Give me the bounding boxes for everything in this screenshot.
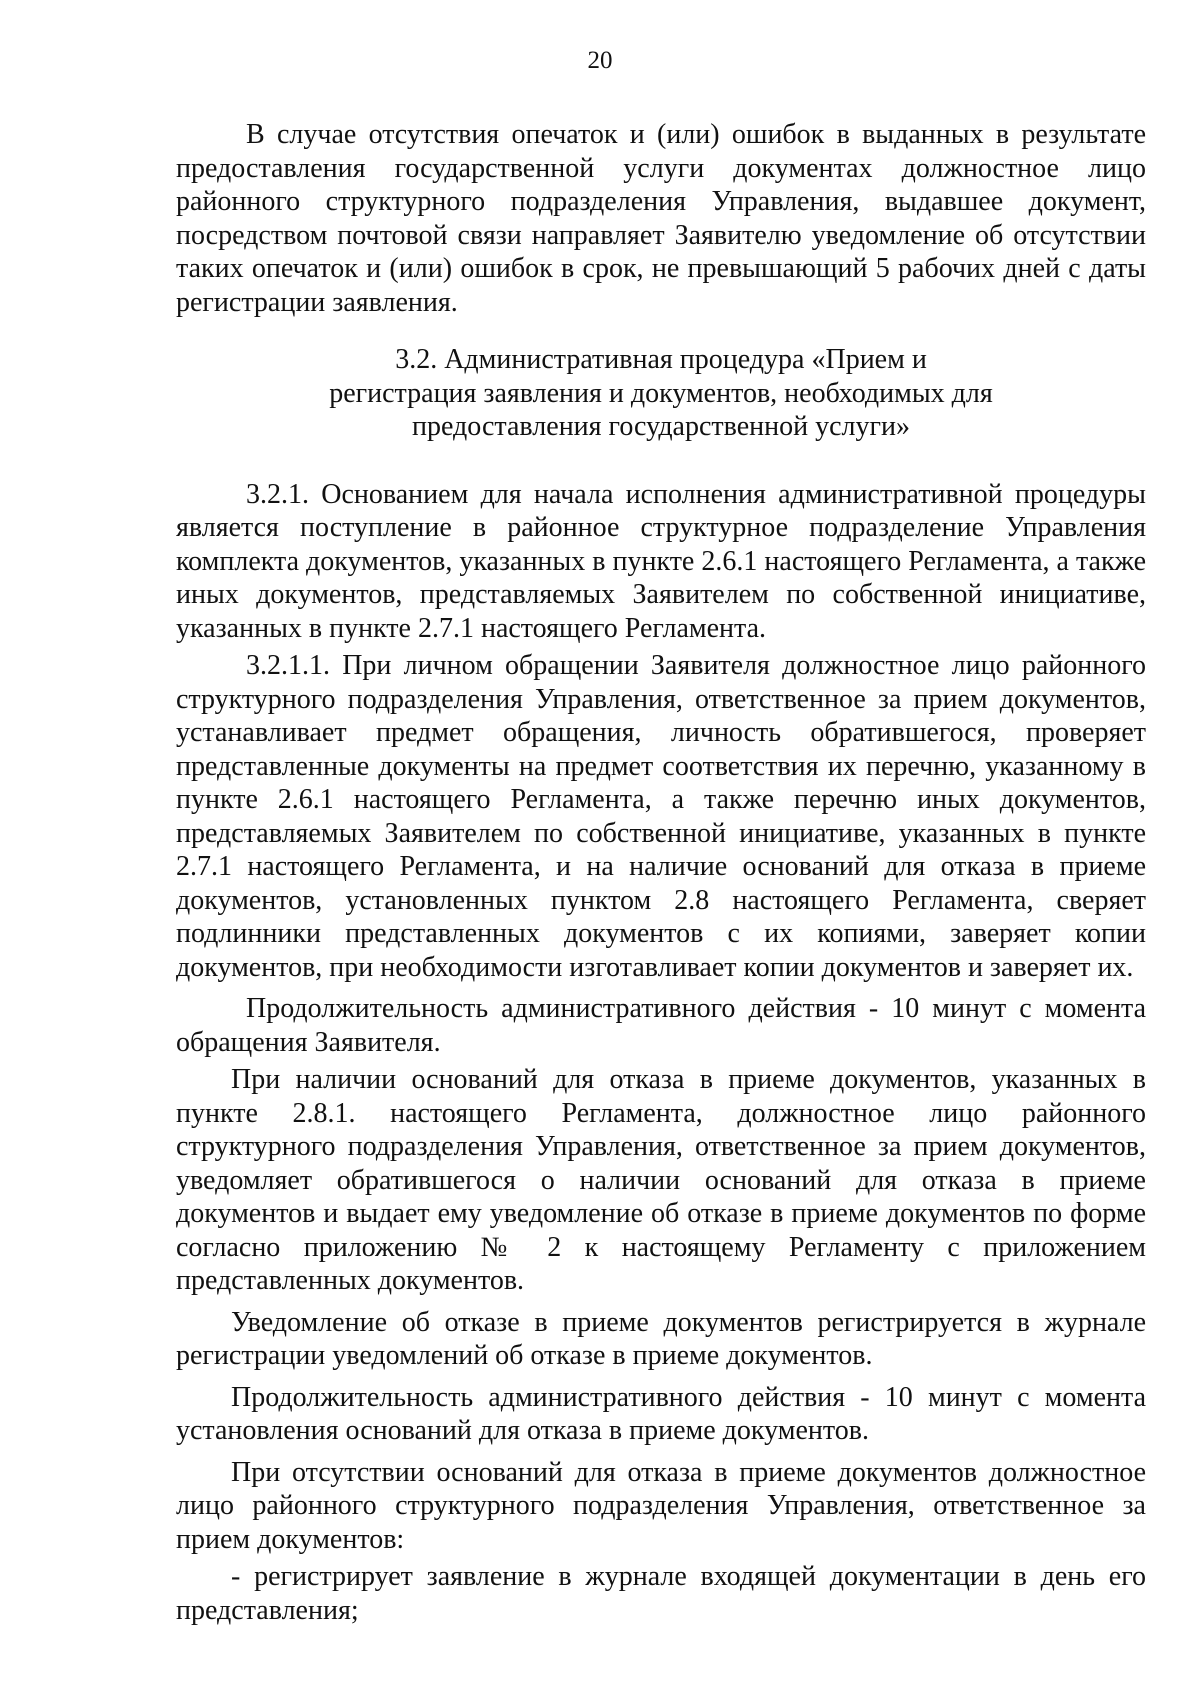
list-item-register: - регистрирует заявление в журнале входящей документации в день его представления; — [176, 1561, 1146, 1626]
document-body — [176, 118, 1146, 1627]
paragraph-duration-2: Продолжительность административного действия - 10 минут с момента установления оснований для отказа в приеме документов. — [176, 1381, 1146, 1446]
paragraph-refusal-registration: Уведомление об отказе в приеме документов регистрируется в журнале регистрации уведомлений об отказе в приеме документов. — [176, 1306, 1146, 1371]
paragraph-3-2-1: 3.2.1. Основанием для начала исполнения административной процедуры является поступление в районное структурное подразделение Управления комплекта документов, указанных в пункте 2.6.1 настоящего Регламента, а также иных документов, представляемых Заявителем по собственной инициативе, указанных в пункте 2.7.1 настоящего Регламента. — [176, 478, 1146, 644]
paragraph-no-errors: В случае отсутствия опечаток и (или) ошибок в выданных в результате предоставления государственной услуги документах должностное лицо районного структурного подразделения Управления, выдавшее документ, посредством почтовой связи направляет Заявителю уведомление об отсутствии таких опечаток и (или) ошибок в срок, не превышающий 5 рабочих дней с даты регистрации заявления. — [176, 119, 1146, 318]
paragraph-no-refusal-grounds: При отсутствии оснований для отказа в приеме документов должностное лицо районного структурного подразделения Управления, ответственное за прием документов: — [176, 1456, 1146, 1555]
paragraph-duration-1: Продолжительность административного действия - 10 минут с момента обращения Заявителя. — [176, 993, 1146, 1058]
page-number: 20 — [587, 47, 613, 74]
paragraph-refusal-grounds: При наличии оснований для отказа в приеме документов, указанных в пункте 2.8.1. настоящего Регламента, должностное лицо районного структурного подразделения Управления, ответственное за прием документов, уведомляет обратившегося о наличии оснований для отказа в приеме документов и выдает ему уведомление об отказе в приеме документов по форме согласно приложению № 2 к настоящему Регламенту с приложением представленных документов. — [176, 1064, 1146, 1296]
paragraph-3-2-1-1: 3.2.1.1. При личном обращении Заявителя должностное лицо районного структурного подразделения Управления, ответственное за прием документов, устанавливает предмет обращения, личность обратившегося, проверяет представленные документы на предмет соответствия их перечню, указанному в пункте 2.6.1 настоящего Регламента, а также перечню иных документов, представляемых Заявителем по собственной инициативе, указанных в пункте 2.7.1 настоящего Регламента, и на наличие оснований для отказа в приеме документов, установленных пунктом 2.8 настоящего Регламента, сверяет подлинники представленных документов с их копиями, заверяет копии документов, при необходимости изготавливает копии документов и заверяет их. — [176, 650, 1146, 983]
section-heading: 3.2. Административная процедура «Прием и регистрация заявления и документов, необходимых для предоставления государственной услуги» — [329, 344, 993, 442]
